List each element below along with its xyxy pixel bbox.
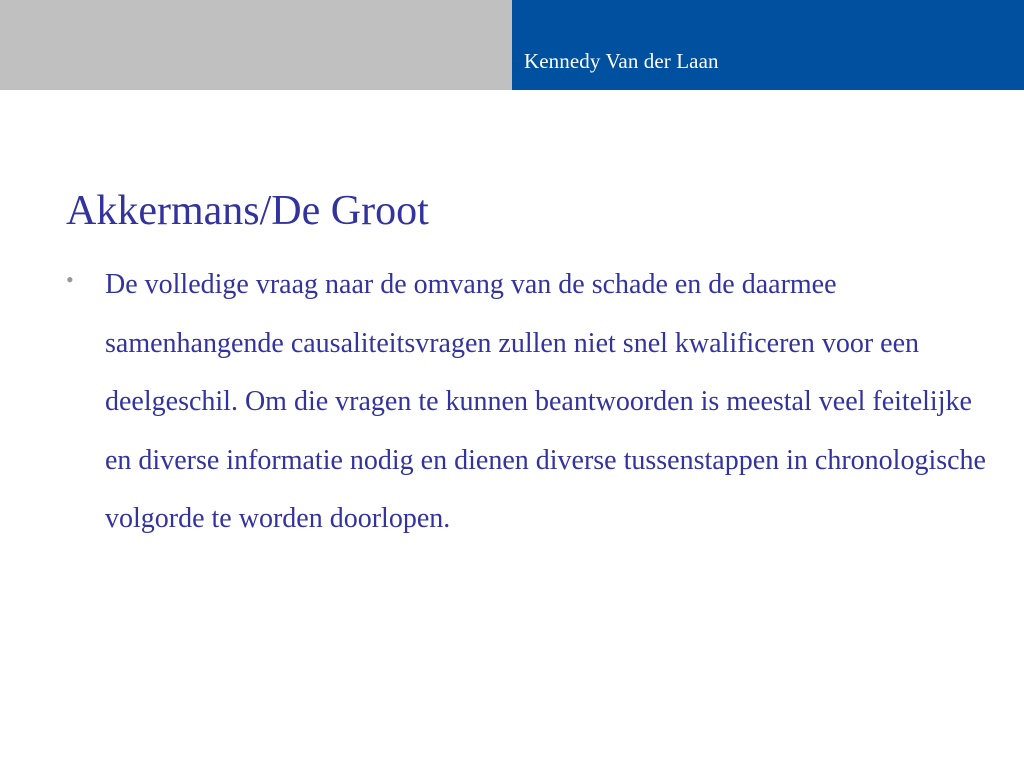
bullet-list <box>66 256 986 549</box>
bullet-text: De volledige vraag naar de omvang van de schade en de daarmee samenhangende causaliteitsvragen zullen niet snel kwalificeren voor een deelgeschil. Om die vragen te kunnen beantwoorden is meestal veel feitelijke en diverse informatie nodig en dienen diverse tussenstappen in chronologische volgorde te worden doorlopen. <box>105 269 986 534</box>
bullet-item <box>66 256 986 549</box>
slide-title: Akkermans/De Groot <box>66 188 429 234</box>
bullet-marker: • <box>66 267 74 292</box>
header-grey-band <box>0 0 512 90</box>
brand-name: Kennedy Van der Laan <box>524 49 719 73</box>
header-blue-band <box>512 0 1024 90</box>
